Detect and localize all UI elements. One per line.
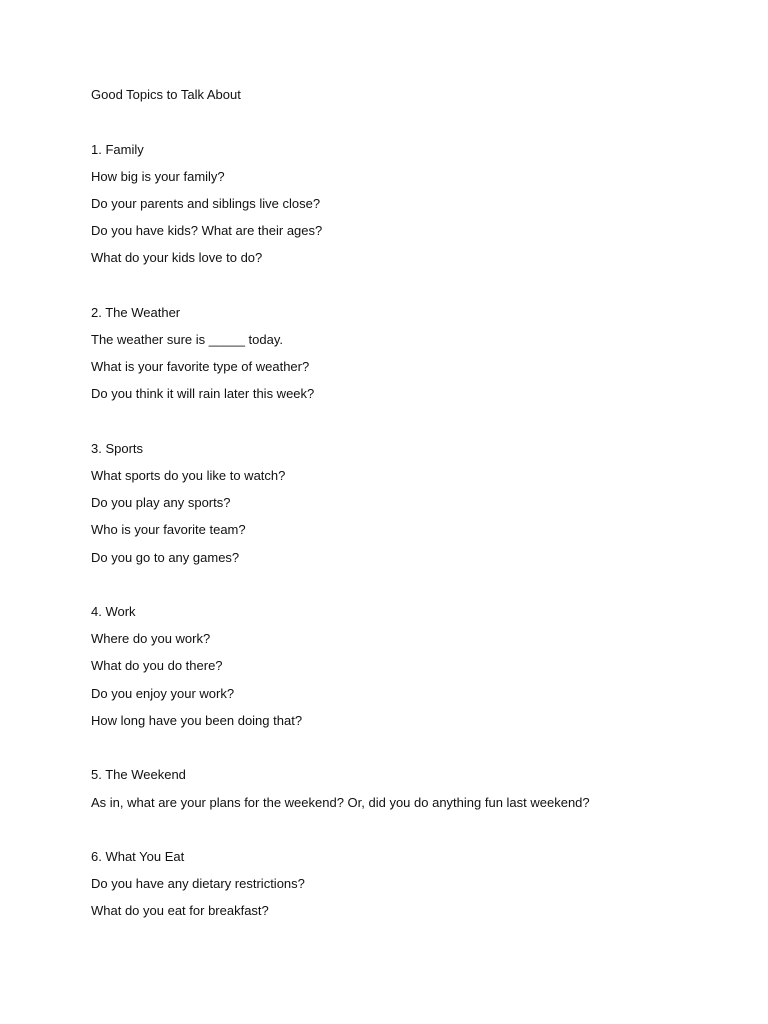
question-line: What is your favorite type of weather?	[91, 359, 310, 375]
question-line: Do you play any sports?	[91, 495, 231, 511]
question-line: What do your kids love to do?	[91, 250, 263, 266]
topic-section	[91, 603, 731, 730]
question-line: How long have you been doing that?	[91, 712, 303, 728]
section-heading: 6. What You Eat	[91, 849, 185, 864]
document-title: Good Topics to Talk About	[91, 87, 241, 102]
section-list	[91, 141, 731, 921]
section-heading: 4. Work	[91, 604, 136, 620]
section-heading: 3. Sports	[91, 440, 144, 456]
question-line: Do you think it will rain later this week?	[91, 386, 315, 402]
section-heading: 1. Family	[91, 141, 144, 157]
question-line: What do you eat for breakfast?	[91, 903, 269, 919]
question-line: Do you enjoy your work?	[91, 685, 235, 701]
question-line: Do you have any dietary restrictions?	[91, 876, 305, 892]
section-heading: 2. The Weather	[91, 304, 181, 320]
question-line: The weather sure is _____ today.	[91, 331, 283, 347]
question-line: Where do you work?	[91, 631, 211, 647]
section-heading: 5. The Weekend	[91, 767, 186, 783]
question-line: As in, what are your plans for the weekend? Or, did you do anything fun last weekend?	[91, 794, 590, 810]
document-body	[91, 86, 731, 920]
question-line: What sports do you like to watch?	[91, 468, 286, 483]
topic-section	[91, 440, 731, 567]
question-line: What do you do there?	[91, 658, 223, 674]
question-line: Do you go to any games?	[91, 549, 240, 565]
topic-section	[91, 848, 731, 920]
topic-section	[91, 766, 731, 811]
topic-section	[91, 304, 731, 404]
question-line: Do you have kids? What are their ages?	[91, 223, 323, 239]
question-line: Do your parents and siblings live close?	[91, 195, 321, 211]
question-line: How big is your family?	[91, 168, 225, 184]
topic-section	[91, 141, 731, 268]
question-line: Who is your favorite team?	[91, 522, 246, 538]
